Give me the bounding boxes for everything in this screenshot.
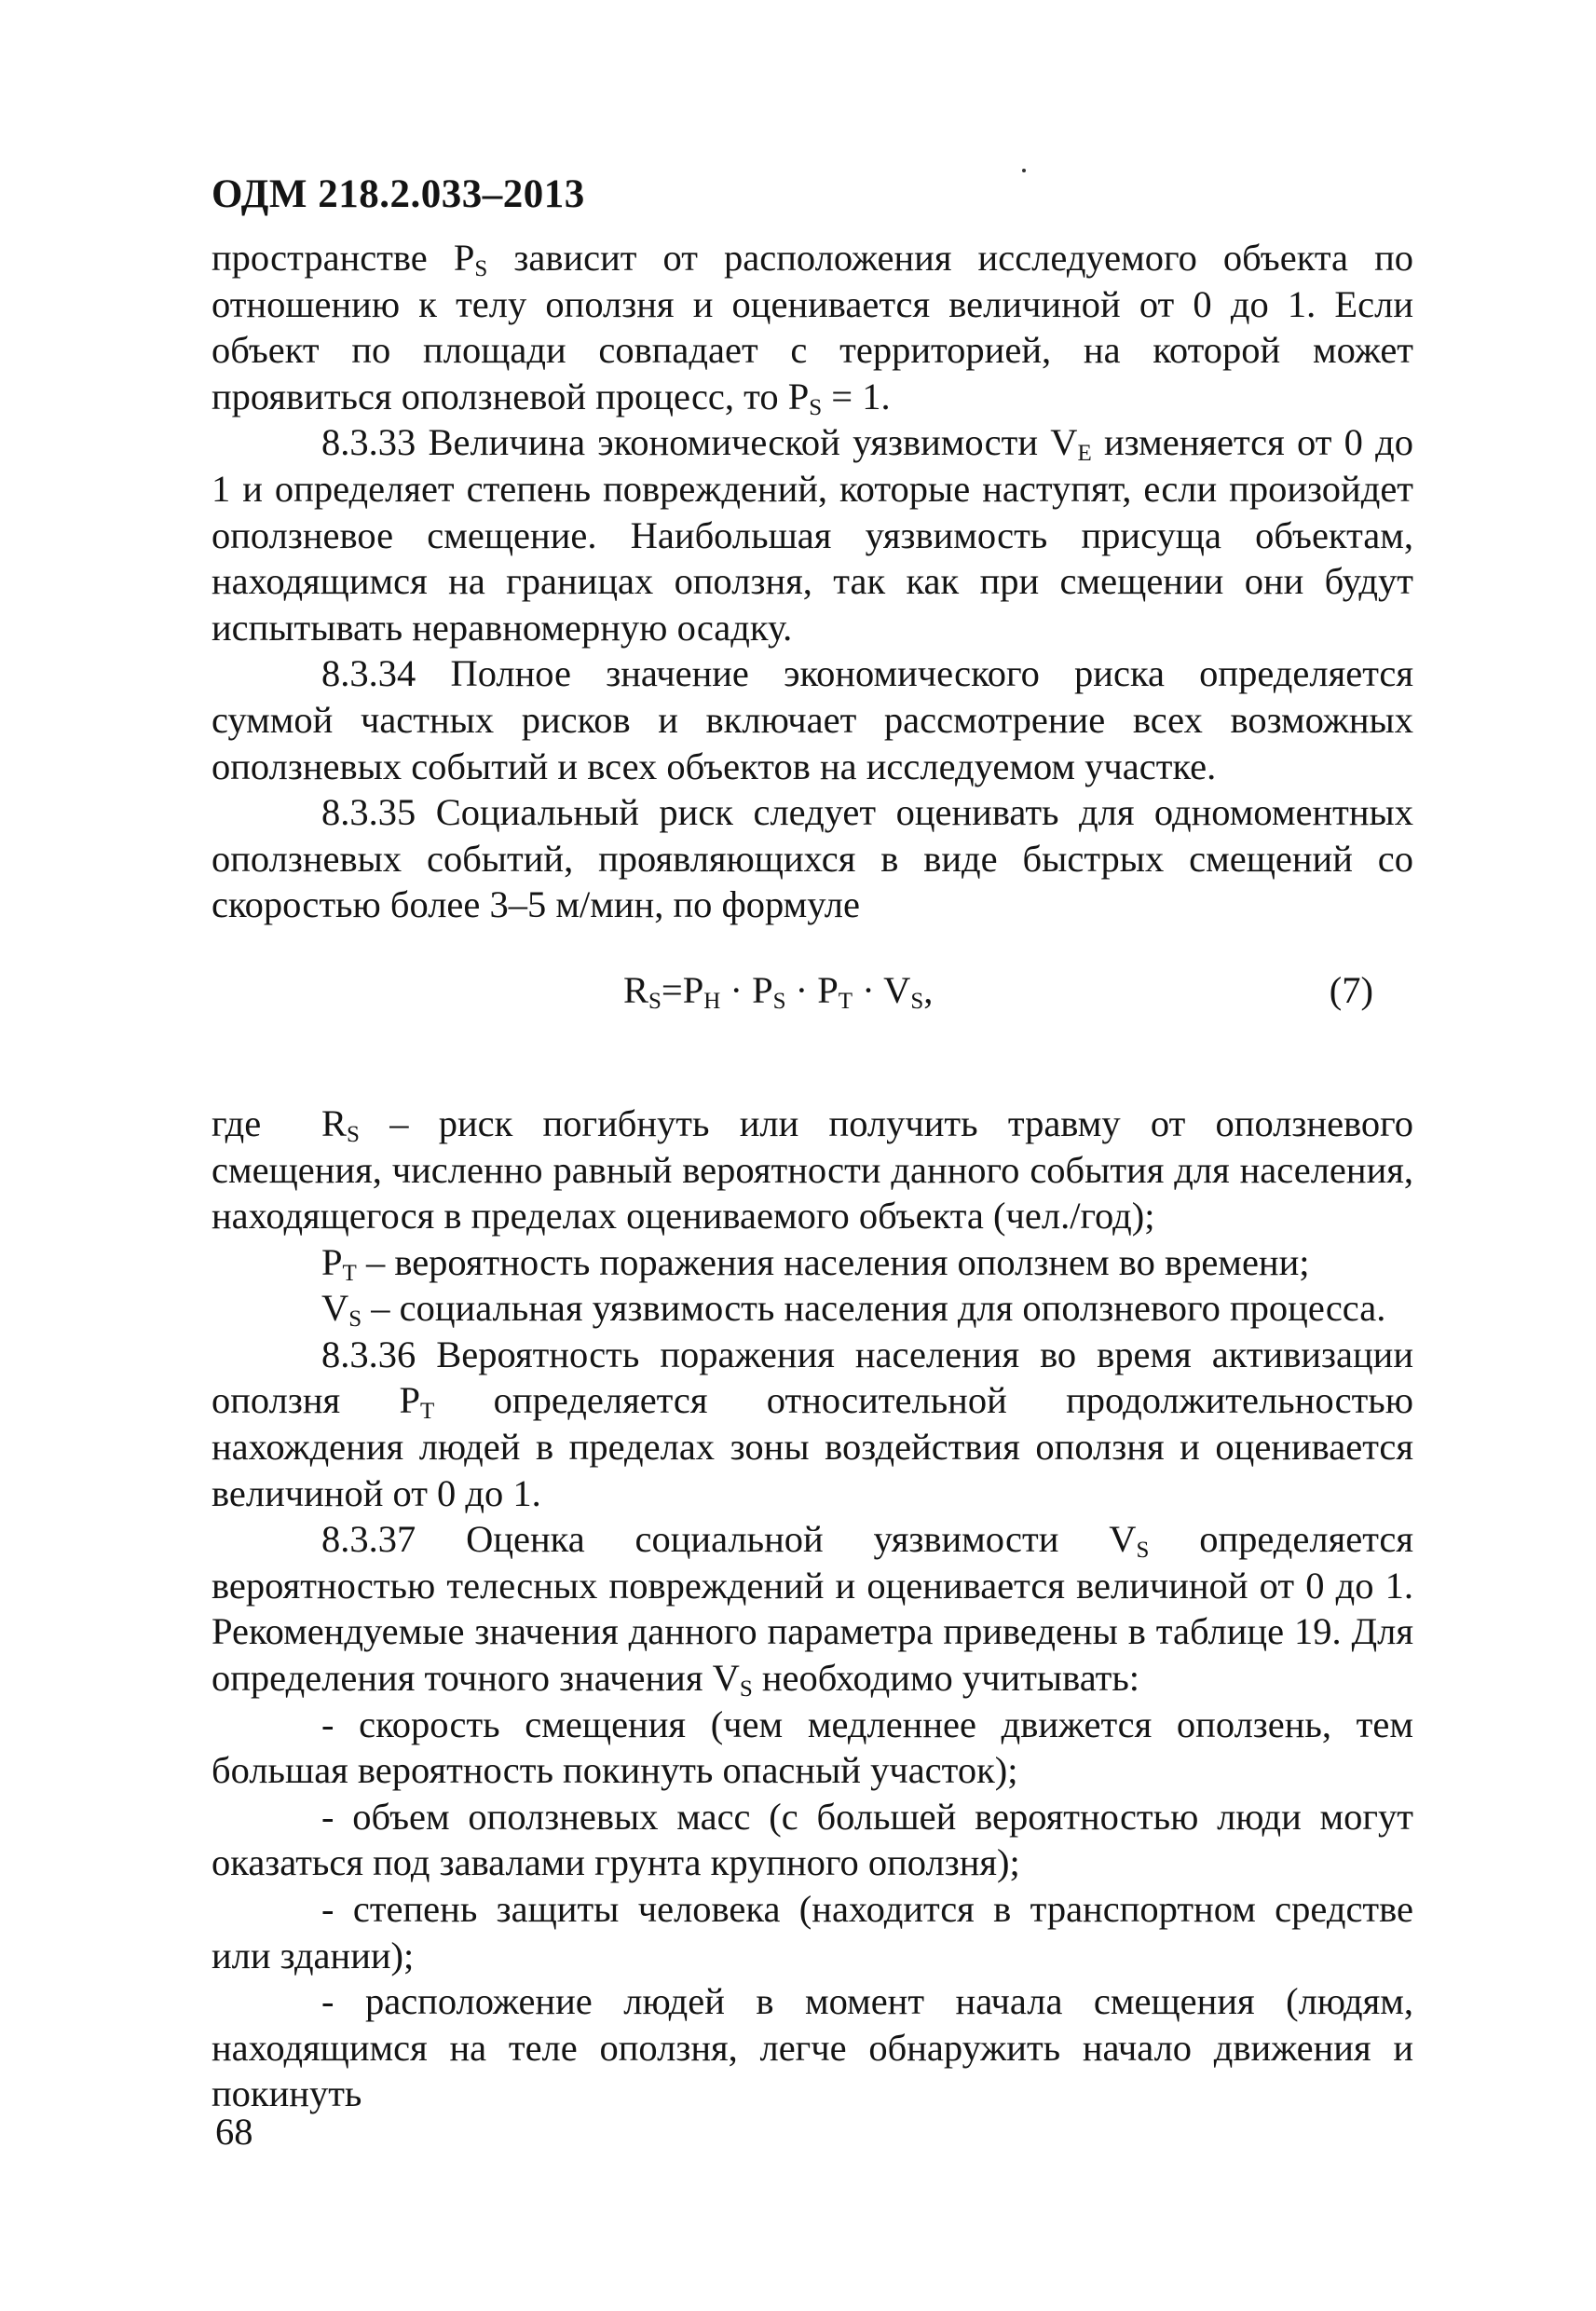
list-item: - расположение людей в момент начала смещения (людям, находящимся на теле оползня, легче обнаружить начало движения и покинуть — [211, 1980, 1413, 2115]
formula-symbol: · P — [720, 968, 773, 1011]
formula-symbol: · P — [785, 968, 839, 1011]
subscript: S — [910, 988, 924, 1014]
subscript: S — [347, 1121, 360, 1147]
text-run: = 1. — [822, 375, 891, 417]
paragraph-8-3-36 — [211, 1332, 1413, 1516]
formula-symbol: V — [321, 1287, 349, 1330]
text-run: – вероятность поражения населения оползнем во времени; — [356, 1240, 1310, 1283]
paragraph-8-3-34: 8.3.34 Полное значение экономического риска определяется суммой частных рисков и включает рассмотрение всех возможных оползневых событий и всех объектов на исследуемом участке. — [211, 652, 1413, 787]
paragraph-8-3-33 — [211, 419, 1413, 650]
text-run: пространстве P — [211, 237, 475, 279]
list-item: - степень защиты человека (находится в транспортном средстве или здании); — [211, 1888, 1413, 1976]
paragraph-8-3-37 — [211, 1516, 1413, 1701]
text-run: 8.3.37 Оценка социальной уязвимости V — [321, 1518, 1137, 1561]
formula-symbol: =P — [661, 968, 704, 1011]
text-run: 8.3.33 Величина экономической уязвимости V — [321, 421, 1078, 464]
formula-number: (7) — [1329, 968, 1373, 1011]
subscript: S — [648, 988, 662, 1014]
document-code-header: ОДМ 218.2.033–2013 — [211, 172, 585, 216]
formula-symbol: P — [321, 1240, 343, 1283]
text-run: – социальная уязвимость населения для оползневого процесса. — [361, 1287, 1386, 1330]
text-run: изменяется от 0 до 1 и определяет степень повреждений, которые наступят, если произойдет оползневое смещение. Наибольшая уязвимость присуща объектам, находящимся на границах оползня, так как при смещении они будут испытывать неравномерную осадку. — [211, 421, 1413, 649]
formula-expression — [623, 967, 933, 1014]
where-rs — [211, 1101, 1413, 1239]
text-run: – риск погибнуть или получить травму от оползневого смещения, численно равный вероятности данного события для населения, находящегося в пределах оцениваемого объекта (чел./год); — [211, 1101, 1413, 1238]
formula-symbol: , — [923, 968, 934, 1011]
list-item: - объем оползневых масс (с большей вероятностью люди могут оказаться под завалами грунта крупного оползня); — [211, 1795, 1413, 1884]
list-item: - скорость смещения (чем медленнее движется оползень, тем большая вероятность покинуть опасный участок); — [211, 1702, 1413, 1792]
text-run: определяется относительной продолжительностью нахождения людей в пределах зоны воздействия оползня и оценивается величиной от 0 до 1. — [211, 1379, 1413, 1514]
subscript: S — [1136, 1538, 1150, 1564]
formula-symbol: · V — [853, 968, 911, 1011]
subscript: S — [474, 256, 488, 281]
subscript: T — [342, 1260, 357, 1286]
text-run: 8.3.36 Вероятность поражения населения во время активизации оползня P — [211, 1333, 1413, 1422]
subscript: S — [348, 1306, 362, 1333]
subscript: S — [739, 1676, 753, 1702]
body-text — [211, 235, 1413, 2117]
subscript: T — [838, 988, 853, 1014]
subscript: E — [1077, 441, 1092, 467]
page-number: 68 — [215, 2111, 253, 2153]
text-run: необходимо учитывать: — [752, 1657, 1140, 1700]
where-label: где — [211, 1101, 262, 1144]
where-vs — [211, 1285, 1413, 1332]
subscript: S — [809, 394, 823, 420]
subscript: H — [703, 988, 721, 1014]
formula-7 — [211, 964, 1413, 1042]
where-pt — [211, 1239, 1413, 1286]
scan-speck — [1022, 169, 1026, 172]
subscript: S — [772, 988, 786, 1014]
text-run: зависит от расположения исследуемого объекта по отношению к телу оползня и оценивается величиной от 0 до 1. Если объект по площади совпадает с территорией, на которой может проявиться оползневой процесс, то P — [211, 237, 1413, 417]
subscript: T — [420, 1399, 435, 1425]
formula-symbol: R — [321, 1101, 348, 1144]
formula-symbol: R — [623, 968, 649, 1011]
text-run: определяется вероятностью телесных повреждений и оценивается величиной от 0 до 1. Рекомендуемые значения данного параметра приведены в таблице 19. Для определения точного значения V — [211, 1518, 1414, 1700]
paragraph-continuation — [211, 235, 1413, 419]
paragraph-8-3-35: 8.3.35 Социальный риск следует оценивать для одномоментных оползневых событий, проявляющихся в виде быстрых смещений со скоростью более 3–5 м/мин, по формуле — [211, 791, 1413, 926]
